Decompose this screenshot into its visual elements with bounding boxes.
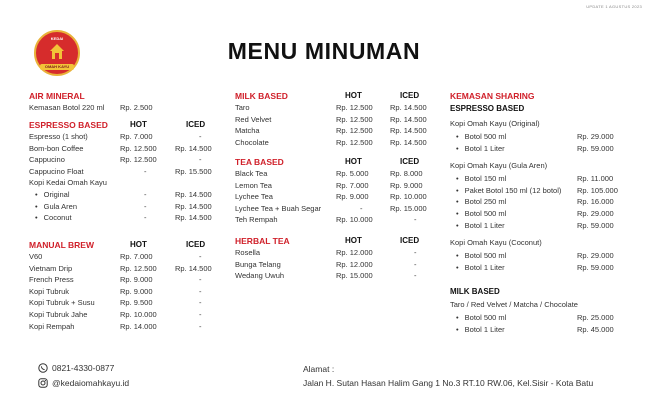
price-hot: Rp. 9.000 [336,192,369,202]
price-iced: Rp. 14.500 [175,143,212,153]
address-text: Jalan H. Sutan Hasan Halim Gang 1 No.3 RT.10 RW.06, Kel.Sisir - Kota Batu [303,378,594,388]
column-header-iced: ICED [186,240,206,249]
menu-item-name: • Original [35,190,69,199]
menu-item-name: • Gula Aren [35,202,77,211]
package-item-name: • Paket Botol 150 ml (12 botol) [456,186,561,195]
price-iced: Rp. 14.500 [175,190,212,199]
phone-number: 0821-4330-0877 [52,363,115,373]
price-iced: - [199,321,202,331]
price-iced: - [199,310,202,319]
menu-item-name: Red Velvet [235,114,272,124]
menu-item-name: Lemon Tea [235,180,272,190]
package-item-price: Rp. 11.000 [577,174,614,184]
menu-item-name: Taro [235,103,250,112]
menu-item-name: Kemasan Botol 220 ml [29,103,105,112]
package-item-name: • Botol 150 ml [456,174,506,183]
section-title-herbal-tea: HERBAL TEA [235,236,290,246]
group-title: Kopi Omah Kayu (Gula Aren) [450,161,548,171]
menu-item-name: Rosella [235,248,261,257]
price-iced: - [199,286,202,296]
price-hot: - [144,213,147,223]
package-item-name: • Botol 1 Liter [456,325,505,334]
price-hot: Rp. 12.500 [336,103,373,112]
menu-item-name: Black Tea [235,169,268,178]
column-header-hot: HOT [130,240,147,249]
column-header-iced: ICED [400,157,420,166]
package-item-price: Rp. 59.000 [577,220,614,230]
menu-item-name: Kopi Kedai Omah Kayu [29,178,107,188]
menu-item-name: Kopi Tubruk [29,286,70,296]
section-title-air-mineral: AIR MINERAL [29,91,85,101]
menu-item-name: Lychee Tea + Buah Segar [235,203,322,213]
price-hot: Rp. 9.000 [120,286,153,296]
menu-item-name: Bunga Telang [235,259,281,269]
section-title-kemasan-sharing: KEMASAN SHARING [450,91,535,101]
column-header-hot: HOT [345,236,362,245]
price-iced: Rp. 8.000 [390,169,423,178]
address-label: Alamat : [303,364,335,374]
package-item-price: Rp. 25.000 [577,313,614,322]
menu-item-price: Rp. 2.500 [120,103,153,112]
page-title: MENU MINUMAN [227,38,421,64]
price-hot: Rp. 12.500 [120,155,157,165]
logo-top-text: KEDAI [50,36,64,41]
price-hot: Rp. 12.500 [336,137,373,147]
price-hot: Rp. 15.000 [336,271,373,281]
package-item-price: Rp. 29.000 [577,209,614,218]
price-iced: - [199,155,202,165]
menu-item-name: Cappucino [29,155,65,165]
price-hot: Rp. 9.000 [120,275,153,285]
price-hot: - [144,190,147,199]
menu-item-name: Vietnam Drip [29,263,73,273]
menu-item-name: Chocolate [235,137,269,147]
price-hot: Rp. 12.500 [120,263,157,273]
section-title-espresso-based: ESPRESSO BASED [29,120,108,130]
price-iced: - [414,248,417,257]
price-iced: Rp. 14.500 [175,263,212,273]
price-iced: - [199,298,202,308]
group-title: Taro / Red Velvet / Matcha / Chocolate [450,300,578,309]
price-hot: Rp. 9.500 [120,298,153,308]
package-item-name: • Botol 500 ml [456,313,506,322]
price-hot: Rp. 12.500 [120,143,157,153]
package-item-price: Rp. 16.000 [577,197,614,207]
menu-item-name: Cappucino Float [29,166,84,176]
package-item-price: Rp. 29.000 [577,132,614,141]
price-iced: - [414,271,417,281]
whatsapp-icon [38,363,48,373]
subsection-milk-based: MILK BASED [450,287,500,296]
package-item-name: • Botol 1 Liter [456,221,505,230]
price-hot: Rp. 7.000 [120,132,153,141]
section-title-manual-brew: MANUAL BREW [29,240,95,250]
column-header-iced: ICED [186,120,206,129]
price-iced: Rp. 14.500 [390,137,427,147]
price-hot: Rp. 7.000 [120,252,153,261]
group-title: Kopi Omah Kayu (Original) [450,119,540,128]
column-header-iced: ICED [400,91,420,100]
instagram-handle: @kedaiomahkayu.id [52,378,130,388]
package-item-name: • Botol 250 ml [456,197,506,206]
price-iced: Rp. 14.500 [390,103,427,112]
price-hot: Rp. 10.000 [120,310,157,319]
menu-item-name: Kopi Rempah [29,321,75,331]
column-header-iced: ICED [400,236,420,245]
package-item-price: Rp. 105.000 [577,185,618,195]
subsection-espresso-based: ESPRESSO BASED [450,104,525,113]
section-title-milk-based: MILK BASED [235,91,288,101]
price-iced: Rp. 15.000 [390,203,427,213]
menu-item-name: Wedang Uwuh [235,271,285,281]
price-iced: Rp. 14.500 [175,201,212,211]
package-item-price: Rp. 45.000 [577,324,614,334]
package-item-name: • Botol 1 Liter [456,263,505,272]
package-item-name: • Botol 500 ml [456,132,506,141]
price-hot: Rp. 10.000 [336,215,373,225]
package-item-price: Rp. 29.000 [577,251,614,261]
menu-item-name: V60 [29,252,43,261]
menu-item-name: • Coconut [35,213,72,222]
column-header-hot: HOT [130,120,147,129]
price-hot: Rp. 14.000 [120,321,157,331]
price-iced: Rp. 9.000 [390,180,423,190]
price-hot: Rp. 12.500 [336,114,373,124]
package-item-price: Rp. 59.000 [577,262,614,272]
price-hot: - [360,203,363,213]
price-iced: Rp. 14.500 [390,126,427,136]
package-item-name: • Botol 500 ml [456,251,506,260]
price-iced: Rp. 15.500 [175,166,212,176]
price-hot: Rp. 5.000 [336,169,369,178]
update-note: UPDATE 1 AGUSTUS 2023 [586,4,642,9]
menu-item-name: Kopi Tubruk Jahe [29,310,88,319]
package-item-price: Rp. 59.000 [577,143,614,153]
menu-item-name: Bom-bon Coffee [29,143,84,153]
price-iced: - [199,275,202,285]
group-title: Kopi Omah Kayu (Coconut) [450,238,542,248]
price-iced: Rp. 14.500 [175,213,212,223]
menu-item-name: French Press [29,275,74,285]
menu-item-name: Teh Rempah [235,215,278,225]
price-hot: - [144,166,147,176]
price-hot: - [144,201,147,211]
instagram-icon [38,378,48,388]
price-iced: - [199,252,202,261]
menu-item-name: Lychee Tea [235,192,273,202]
column-header-hot: HOT [345,91,362,100]
column-header-hot: HOT [345,157,362,166]
price-iced: - [414,215,417,225]
package-item-name: • Botol 1 Liter [456,144,505,153]
price-iced: - [414,259,417,269]
price-hot: Rp. 7.000 [336,180,369,190]
section-title-tea-based: TEA BASED [235,157,284,167]
menu-item-name: Espresso (1 shot) [29,132,88,141]
price-hot: Rp. 12.500 [336,126,373,136]
price-hot: Rp. 12.000 [336,248,373,257]
menu-item-name: Kopi Tubruk + Susu [29,298,95,308]
price-iced: Rp. 14.500 [390,114,427,124]
logo-bottom-text: OMAH KAYU [40,64,74,70]
package-item-name: • Botol 500 ml [456,209,506,218]
price-iced: Rp. 10.000 [390,192,427,202]
menu-item-name: Matcha [235,126,260,136]
price-hot: Rp. 12.000 [336,259,373,269]
price-iced: - [199,132,202,141]
